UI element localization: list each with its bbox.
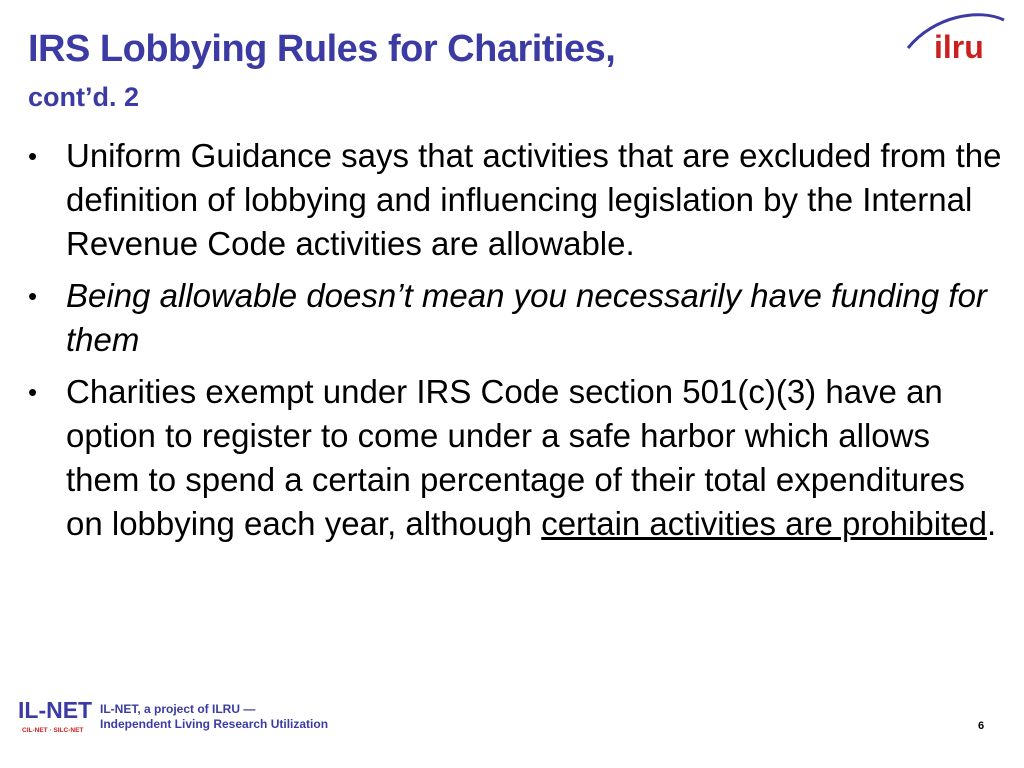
ilru-logo: [904, 8, 1008, 68]
bullet-dot-icon: •: [28, 377, 38, 407]
bullet-text: Being allowable doesn’t mean you necessarily have funding for them: [66, 277, 987, 358]
bullet-text-end: .: [986, 505, 997, 542]
il-net-logo-subtext: CIL-NET · SILC-NET: [22, 727, 84, 734]
bullet-item: [26, 370, 1010, 546]
slide-subtitle: cont’d. 2: [28, 82, 140, 112]
bullet-text-part: Charities exempt under IRS Code section 501(c)(3) have an option to register to come under a safe harbor which allows them to spend a certain percentage of their total expenditures on lobbying each year, although: [66, 373, 965, 542]
bullet-dot-icon: •: [28, 281, 38, 311]
il-net-logo-text: IL-NET: [18, 697, 92, 723]
footer-text: [100, 702, 328, 732]
footer-line-2: Independent Living Research Utilization: [100, 717, 329, 731]
slide-title: IRS Lobbying Rules for Charities,: [28, 28, 616, 70]
page-number: 6: [978, 720, 985, 732]
bullet-text: [66, 373, 996, 542]
bullet-item: [26, 274, 1010, 362]
bullet-text: Uniform Guidance says that activities that are excluded from the definition of lobbying and influencing legislation by the Internal Revenue Code activities are allowable.: [66, 137, 1002, 262]
footer-line-1: IL-NET, a project of ILRU —: [100, 702, 256, 716]
bullet-dot-icon: •: [28, 141, 38, 171]
bullet-list: [26, 134, 1010, 554]
ilru-logo-text: ilru: [934, 29, 984, 65]
bullet-item: [26, 134, 1010, 266]
il-net-logo: [18, 694, 92, 738]
prohibited-activities-link[interactable]: certain activities are prohibited: [541, 505, 987, 542]
